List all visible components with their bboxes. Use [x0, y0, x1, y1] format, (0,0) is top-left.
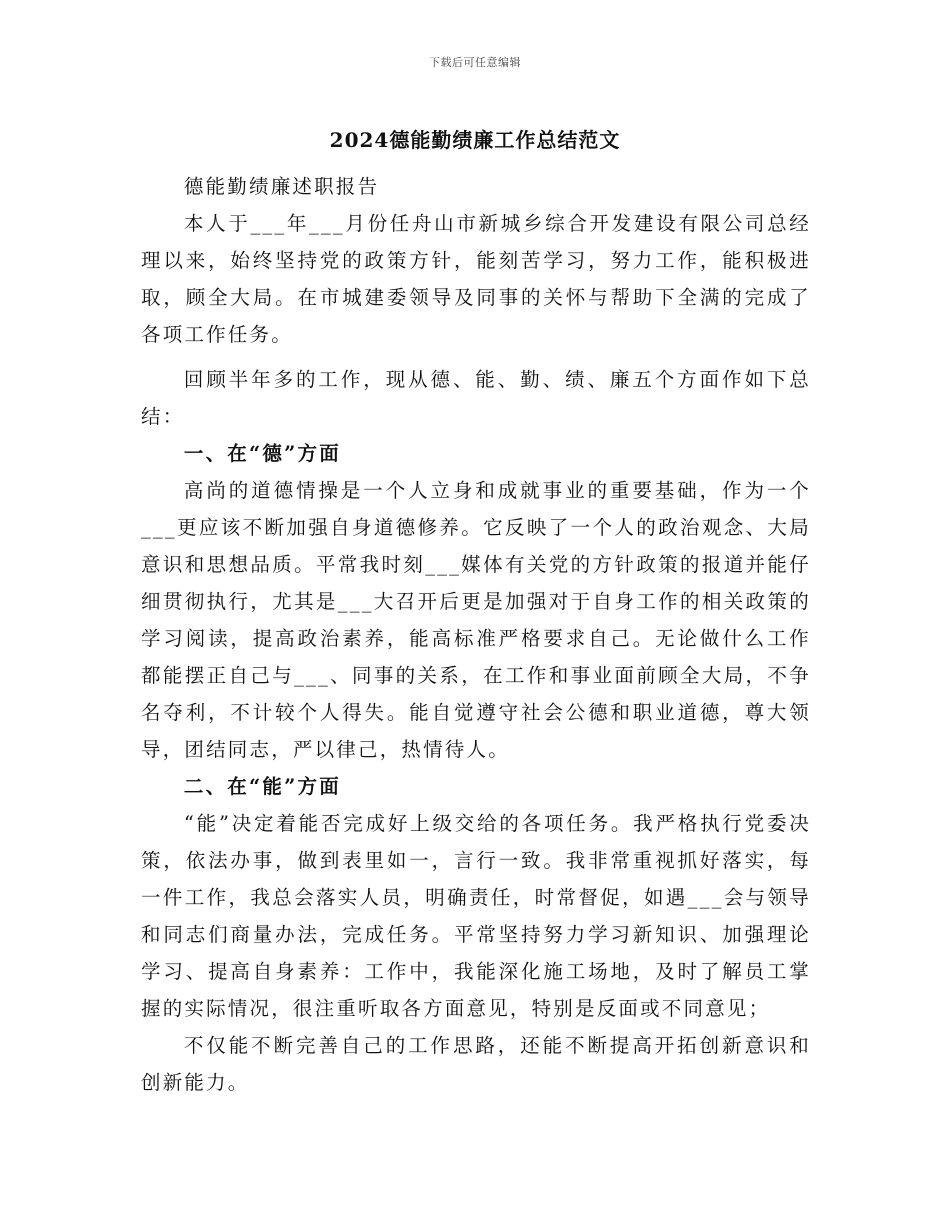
paragraph-innovation: 不仅能不断完善自己的工作思路，还能不断提高开拓创新意识和创新能力。 — [141, 1034, 811, 1094]
section-heading-neng: 二、在“能”方面 — [183, 775, 341, 798]
section-heading-de: 一、在“德”方面 — [183, 442, 341, 465]
paragraph-review: 回顾半年多的工作，现从德、能、勤、绩、廉五个方面作如下总结： — [141, 368, 811, 428]
document-body — [141, 168, 811, 1101]
paragraph-de: 高尚的道德情操是一个人立身和成就事业的重要基础，作为一个___更应该不断加强自身道德修养。它反映了一个人的政治观念、大局意识和思想品质。平常我时刻___媒体有关党的方针政策的报道并能仔细贯彻执行，尤其是___大召开后更是加强对于自身工作的相关政策的学习阅读，提高政治素养，能高标准严格要求自己。无论做什么工作都能摆正自己与___、同事的关系，在工作和事业面前顾全大局，不争名夺利，不计较个人得失。能自觉遵守社会公德和职业道德，尊大领导，团结同志，严以律己，热情待人。 — [141, 479, 811, 761]
paragraph-neng: “能”决定着能否完成好上级交给的各项任务。我严格执行党委决策，依法办事，做到表里如一，言行一致。我非常重视抓好落实，每一件工作，我总会落实人员，明确责任，时常督促，如遇___会与领导和同志们商量办法，完成任务。平常坚持努力学习新知识、加强理论学习、提高自身素养：工作中，我能深化施工场地，及时了解员工掌握的实际情况，很注重听取各方面意见，特别是反面或不同意见； — [141, 812, 811, 1020]
report-subtitle: 德能勤绩廉述职报告 — [183, 175, 380, 198]
document-title: 2024德能勤绩廉工作总结范文 — [329, 128, 621, 152]
header-note: 下载后可任意编辑 — [429, 56, 521, 69]
paragraph-intro: 本人于___年___月份任舟山市新城乡综合开发建设有限公司总经理以来，始终坚持党的政策方针，能刻苦学习，努力工作，能积极进取，顾全大局。在市城建委领导及同事的关怀与帮助下全满的完成了各项工作任务。 — [141, 212, 811, 346]
